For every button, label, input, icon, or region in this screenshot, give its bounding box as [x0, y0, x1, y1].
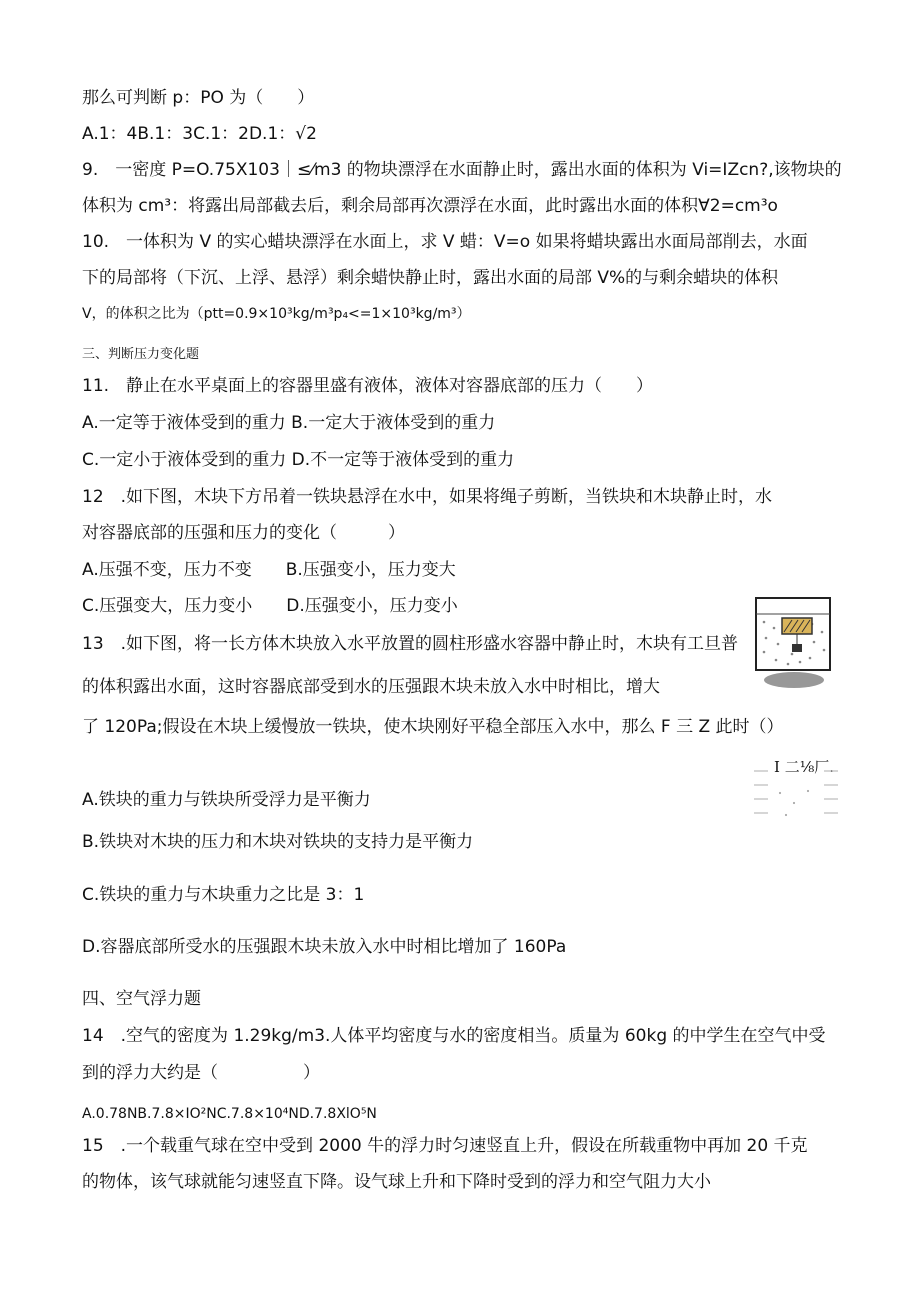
text-line-16: 13 .如下图，将一长方体木块放入水平放置的圆柱形盛水容器中静止时，木块有工旦普: [82, 634, 739, 654]
text-line-27: 15 .一个载重气球在空中受到 2000 牛的浮力时匀速竖直上升，假设在所载重物中再加 20 千克: [82, 1136, 808, 1156]
text-line-10: A.一定等于液体受到的重力 B.一定大于液体受到的重力: [82, 413, 496, 433]
text-line-2: A.1：4B.1：3C.1：2D.1：√2: [82, 124, 317, 144]
text-line-4: 体积为 cm³：将露出局部截去后，剩余局部再次漂浮在水面，此时露出水面的体积∀2=cm³o: [82, 196, 778, 216]
text-line-11: C.一定小于液体受到的重力 D.不一定等于液体受到的重力: [82, 450, 515, 470]
text-line-3: 9. 一密度 P=O.75X103｜≤⁄m3 的物块漂浮在水面静止时，露出水面的体积为 Vi=IZcn?,该物块的: [82, 160, 842, 180]
text-line-28: 的物体，该气球就能匀速竖直下降。设气球上升和下降时受到的浮力和空气阻力大小: [82, 1172, 711, 1192]
text-line-24: 14 .空气的密度为 1.29kg∕m3.人体平均密度与水的密度相当。质量为 60kg 的中学生在空气中受: [82, 1026, 826, 1046]
text-line-8: 三、判断压力变化题: [82, 347, 200, 362]
container-figure-2: [750, 745, 842, 830]
text-line-18: 了 120Pa;假设在木块上缓慢放一铁块，使木块刚好平稳全部压入水中，那么 F 三 Z 此时（）: [82, 717, 784, 737]
text-line-23: 四、空气浮力题: [82, 989, 201, 1009]
container-with-block-figure: [752, 592, 836, 692]
text-line-25: 到的浮力大约是（ ）: [82, 1063, 320, 1083]
figure2-caption: I 二⅛厂.: [774, 758, 835, 776]
text-line-6: 下的局部将（下沉、上浮、悬浮）剩余蜡快静止时，露出水面的局部 V%的与剩余蜡块的体积: [82, 268, 779, 288]
text-line-7: V，的体积之比为（ptt=0.9×10³kg∕m³p₄<=1×10³kg∕m³）: [82, 306, 471, 322]
text-line-19: A.铁块的重力与铁块所受浮力是平衡力: [82, 790, 371, 810]
text-line-14: A.压强不变，压力不变 B.压强变小，压力变大: [82, 560, 456, 580]
text-line-12: 12 .如下图，木块下方吊着一铁块悬浮在水中，如果将绳子剪断，当铁块和木块静止时，水: [82, 487, 773, 507]
text-line-5: 10. 一体积为 V 的实心蜡块漂浮在水面上，求 V 蜡：V=o 如果将蜡块露出水面局部削去，水面: [82, 232, 808, 252]
text-line-13: 对容器底部的压强和压力的变化（ ）: [82, 523, 405, 543]
text-line-15: C.压强变大，压力变小 D.压强变小，压力变小: [82, 596, 458, 616]
text-line-20: B.铁块对木块的压力和木块对铁块的支持力是平衡力: [82, 832, 474, 852]
text-line-9: 11. 静止在水平桌面上的容器里盛有液体，液体对容器底部的压力（ ）: [82, 376, 654, 396]
text-line-1: 那么可判断 p：PO 为（ ）: [82, 88, 315, 108]
text-line-22: D.容器底部所受水的压强跟木块未放入水中时相比增加了 160Pa: [82, 937, 567, 957]
text-line-17: 的体积露出水面，这时容器底部受到水的压强跟木块未放入水中时相比，增大: [82, 677, 660, 697]
text-line-26: A.0.78NB.7.8×IO²NC.7.8×10⁴ND.7.8XlO⁵N: [82, 1106, 377, 1122]
text-line-21: C.铁块的重力与木块重力之比是 3：1: [82, 885, 365, 905]
